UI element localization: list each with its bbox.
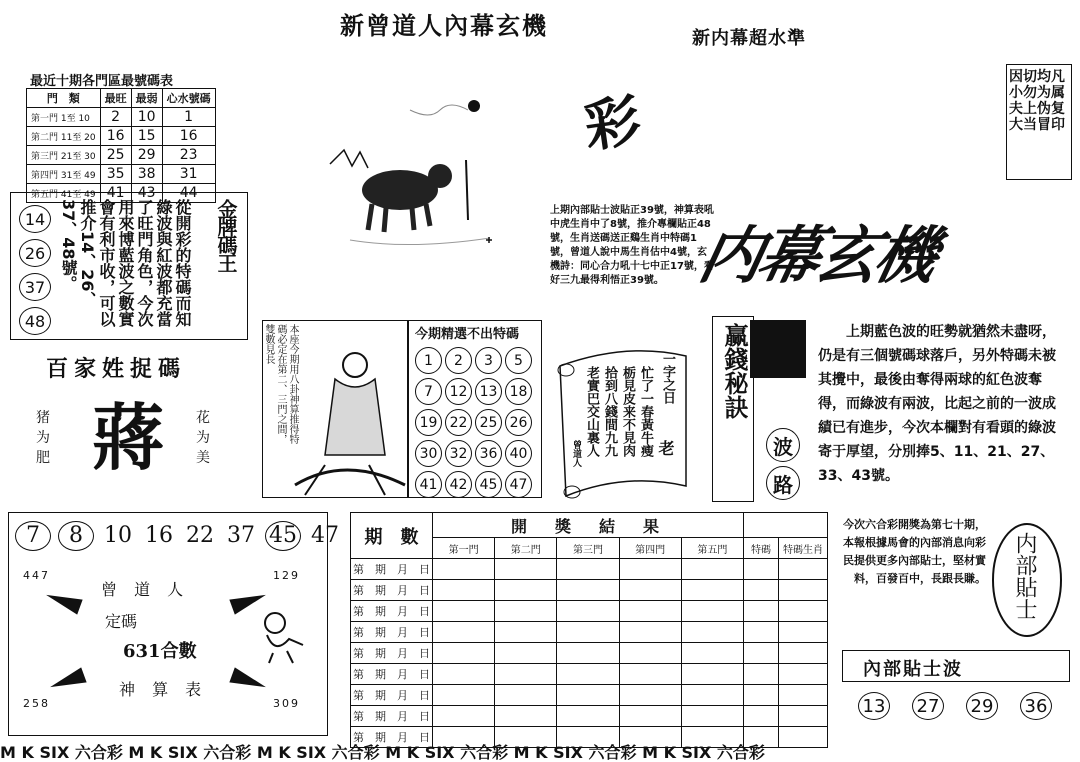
corner-number: 129 xyxy=(273,569,300,582)
insider-vertical-text: 内部貼士 xyxy=(1012,532,1037,620)
board-number: 16 xyxy=(145,523,173,548)
period-cell: 第 期 月 日 xyxy=(351,601,433,622)
period-cell: 第 期 月 日 xyxy=(351,727,433,748)
row-label: 第三門 21至 30 xyxy=(27,146,101,165)
selected-ball: 45 xyxy=(475,471,502,498)
cold-cell: 15 xyxy=(131,127,162,146)
table-row xyxy=(351,643,828,664)
surname-right-note: 花 为 美 xyxy=(196,410,210,466)
period-cell: 第 期 月 日 xyxy=(351,559,433,580)
col-header: 第三門 xyxy=(557,538,619,559)
pick-cell: 23 xyxy=(162,146,215,165)
selected-ball: 12 xyxy=(445,378,472,405)
result-cell xyxy=(557,580,619,601)
wave-ball: 29 xyxy=(966,692,998,720)
ox-illustration xyxy=(290,70,550,300)
selected-ball: 7 xyxy=(415,378,442,405)
selected-ball: 32 xyxy=(445,440,472,467)
secret-label: 赢錢秘訣 xyxy=(720,323,748,419)
result-cell xyxy=(495,664,557,685)
result-cell xyxy=(619,643,681,664)
scroll-col: 拾到八錢間九九 xyxy=(602,366,617,457)
period-cell: 第 期 月 日 xyxy=(351,622,433,643)
result-cell xyxy=(433,706,495,727)
sage-note: 本座今期用八卦神算推得特碼必定在第二、三門之間，雙數見長 xyxy=(263,324,298,444)
selected-ball: 3 xyxy=(475,347,502,374)
recommend-text: 從開彩的特碼而知綠波與紅波都充當了旺門角色，今次用來博藍波之數實會有利市收，可以推介14、26、37、48號。 xyxy=(59,199,192,327)
cold-cell: 29 xyxy=(131,146,162,165)
board-number: 7 xyxy=(15,521,51,551)
period-cell: 第 期 月 日 xyxy=(351,580,433,601)
table-row xyxy=(27,165,216,184)
scroll-col: 老實巴交山裏人 xyxy=(584,366,599,457)
ten-year-table xyxy=(26,88,216,203)
selected-ball: 5 xyxy=(505,347,532,374)
surname-char: 蔣 xyxy=(92,395,165,480)
route-badge: 波 xyxy=(766,428,800,462)
result-cell xyxy=(744,601,779,622)
selected-ball: 30 xyxy=(415,440,442,467)
col-header: 第一門 xyxy=(433,538,495,559)
col-header: 第四門 xyxy=(619,538,681,559)
result-cell xyxy=(744,559,779,580)
wave-title: 內部貼士波 xyxy=(863,659,963,680)
result-cell xyxy=(495,685,557,706)
recommend-ball: 48 xyxy=(19,307,51,335)
result-cell xyxy=(681,559,743,580)
period-header: 期 數 xyxy=(351,513,433,559)
table-row xyxy=(27,108,216,127)
result-cell xyxy=(744,622,779,643)
selected-numbers-box xyxy=(408,320,542,498)
result-cell xyxy=(433,685,495,706)
result-cell xyxy=(495,622,557,643)
route-badge: 路 xyxy=(766,466,800,500)
result-cell xyxy=(779,580,828,601)
result-cell xyxy=(557,664,619,685)
result-cell xyxy=(681,664,743,685)
ten-year-table-caption: 最近十期各門區最號碼表 xyxy=(30,74,174,89)
board-line2: 定碼 xyxy=(105,612,138,631)
surname-title: 百家姓捉碼 xyxy=(46,357,187,382)
result-cell xyxy=(495,559,557,580)
recommend-box xyxy=(10,192,248,340)
result-cell xyxy=(779,601,828,622)
result-cell xyxy=(495,643,557,664)
result-cell xyxy=(557,643,619,664)
board-number: 47 xyxy=(311,523,339,548)
col-header: 特碼 xyxy=(744,538,779,559)
result-cell xyxy=(557,601,619,622)
table-row xyxy=(27,146,216,165)
result-cell xyxy=(681,580,743,601)
brand-banner: 内幕玄機 xyxy=(693,219,941,292)
corner-number: 447 xyxy=(23,569,50,582)
result-cell xyxy=(619,664,681,685)
row-label: 第五門 41至 49 xyxy=(27,184,101,203)
monkey-icon xyxy=(253,605,317,665)
table-row xyxy=(27,127,216,146)
recommend-ball: 26 xyxy=(19,239,51,267)
col-header: 第五門 xyxy=(681,538,743,559)
result-cell xyxy=(557,559,619,580)
hot-cell: 2 xyxy=(100,108,131,127)
selected-ball: 26 xyxy=(505,409,532,436)
table-row xyxy=(351,580,828,601)
row-label: 第四門 31至 49 xyxy=(27,165,101,184)
selected-ball: 25 xyxy=(475,409,502,436)
page-subtitle: 新内幕超水準 xyxy=(692,28,806,49)
period-cell: 第 期 月 日 xyxy=(351,664,433,685)
pick-cell: 1 xyxy=(162,108,215,127)
period-cell: 第 期 月 日 xyxy=(351,643,433,664)
hot-cell: 16 xyxy=(100,127,131,146)
scroll-col: 栃見皮来不見肉 xyxy=(620,366,635,457)
result-cell xyxy=(433,580,495,601)
insider-wave-box xyxy=(842,650,1070,682)
selected-ball: 40 xyxy=(505,440,532,467)
result-cell xyxy=(619,706,681,727)
wave-ball: 27 xyxy=(912,692,944,720)
board-line1: 曾 道 人 xyxy=(101,580,190,599)
scroll-col: 忙了一春黃牛瘦 xyxy=(638,366,653,457)
result-cell xyxy=(744,643,779,664)
hot-cell: 41 xyxy=(100,184,131,203)
result-cell xyxy=(744,580,779,601)
result-cell xyxy=(779,685,828,706)
wave-ball: 36 xyxy=(1020,692,1052,720)
table-row xyxy=(351,685,828,706)
selected-ball: 19 xyxy=(415,409,442,436)
cold-cell: 38 xyxy=(131,165,162,184)
secret-tips-box xyxy=(712,316,754,502)
table-row xyxy=(351,601,828,622)
result-cell xyxy=(779,643,828,664)
selected-ball: 2 xyxy=(445,347,472,374)
sage-figure-icon xyxy=(285,335,409,497)
pick-cell: 44 xyxy=(162,184,215,203)
col-header: 第二門 xyxy=(495,538,557,559)
last-period-news: 上期內部貼士波貼正39號，神算表吼中虎生肖中了8號，推介專欄貼正48號，生肖送碼送正鷄生肖中特碼1號，曾道人說中馬生肖估中4號，玄機詩：同心合力吼十七中正17號，看好三九最得利悟正39號。 xyxy=(550,205,714,286)
pick-cell: 16 xyxy=(162,127,215,146)
results-table xyxy=(350,512,828,742)
row-label: 第二門 11至 20 xyxy=(27,127,101,146)
table-row xyxy=(351,622,828,643)
surname-left-note: 猪 为 肥 xyxy=(36,410,50,466)
arrow-icon xyxy=(43,587,82,614)
result-cell xyxy=(433,601,495,622)
scroll-author: 曾道人 xyxy=(571,440,581,467)
selected-ball: 18 xyxy=(505,378,532,405)
result-cell xyxy=(433,643,495,664)
selected-grid xyxy=(415,347,535,498)
recommend-ball: 14 xyxy=(19,205,51,233)
result-cell xyxy=(779,559,828,580)
board-number: 22 xyxy=(186,523,214,548)
decorative-calligraphy: 彩 xyxy=(580,88,645,161)
poem-scroll xyxy=(556,336,696,502)
riddle-poem: 因切均凡 小勿为属 夫上伪复 大当冒印 xyxy=(1006,64,1072,180)
result-cell xyxy=(619,601,681,622)
result-cell xyxy=(779,706,828,727)
result-cell xyxy=(495,706,557,727)
result-cell xyxy=(495,580,557,601)
col-header: 最弱 xyxy=(131,89,162,108)
board-number: 10 xyxy=(104,523,132,548)
row-label: 第一門 1至 10 xyxy=(27,108,101,127)
col-header: 特碼生肖 xyxy=(779,538,828,559)
selected-ball: 22 xyxy=(445,409,472,436)
arrow-icon xyxy=(229,667,268,694)
result-cell xyxy=(681,706,743,727)
wave-analysis: 上期藍色波的旺勢就猶然未盡呀，仍是有三個號碼球落戶，另外特碼未被其攪中，最後由奪得兩球的紅色波奪得，而綠波有兩波，比起之前的一波成績已有進步，今次本欄對有看頭的綠波寄于厚望，分別捧5、11、21、27、33、43號。 xyxy=(818,324,1056,484)
board-line4: 神 算 表 xyxy=(119,680,208,699)
result-cell xyxy=(619,559,681,580)
board-numbers xyxy=(15,521,342,551)
board-number: 45 xyxy=(265,521,301,551)
result-cell xyxy=(557,706,619,727)
insider-notice: 今次六合彩開獎為第七十期，本報根據馬會的內部消息向彩民提供更多內部貼士，堅材實料，百發百中，長跟長賺。 xyxy=(843,518,986,585)
result-cell xyxy=(557,685,619,706)
result-cell xyxy=(433,559,495,580)
result-cell xyxy=(779,622,828,643)
table-row xyxy=(351,706,828,727)
result-cell xyxy=(433,622,495,643)
pick-cell: 31 xyxy=(162,165,215,184)
board-number: 37 xyxy=(227,523,255,548)
selected-ball: 41 xyxy=(415,471,442,498)
calculation-board xyxy=(8,512,339,736)
result-cell xyxy=(495,601,557,622)
result-cell xyxy=(744,664,779,685)
wave-ball: 13 xyxy=(858,692,890,720)
page-title: 新曾道人內幕玄機 xyxy=(340,11,548,40)
hot-cell: 35 xyxy=(100,165,131,184)
result-cell xyxy=(619,622,681,643)
result-cell xyxy=(681,622,743,643)
selected-ball: 42 xyxy=(445,471,472,498)
result-cell xyxy=(619,685,681,706)
result-cell xyxy=(557,622,619,643)
author-photo xyxy=(750,320,806,378)
result-cell xyxy=(681,685,743,706)
period-cell: 第 期 月 日 xyxy=(351,685,433,706)
selected-title: 今期精選不出特碼 xyxy=(415,327,520,342)
col-header: 門 類 xyxy=(27,89,101,108)
col-header: 最旺 xyxy=(100,89,131,108)
result-cell xyxy=(681,643,743,664)
cold-cell: 43 xyxy=(131,184,162,203)
hot-cell: 25 xyxy=(100,146,131,165)
result-cell xyxy=(744,706,779,727)
recommend-badge: 金牌碼王 xyxy=(214,199,238,271)
recommend-ball: 37 xyxy=(19,273,51,301)
footer-strip: M K SIX 六合彩 M K SIX 六合彩 M K SIX 六合彩 M K SIX 六合彩 M K SIX 六合彩 M K SIX 六合彩 xyxy=(0,743,765,762)
board-line3: 631合數 xyxy=(123,641,197,662)
selected-ball: 47 xyxy=(505,471,532,498)
corner-number: 258 xyxy=(23,697,50,710)
result-cell xyxy=(681,601,743,622)
scroll-col: 一字之日 xyxy=(660,352,675,404)
board-number: 8 xyxy=(58,521,94,551)
period-cell: 第 期 月 日 xyxy=(351,706,433,727)
result-cell xyxy=(433,664,495,685)
col-header: 心水號碼 xyxy=(162,89,215,108)
arrow-icon xyxy=(47,667,86,694)
result-cell xyxy=(779,664,828,685)
insider-calligraphy xyxy=(990,520,1064,640)
selected-ball: 13 xyxy=(475,378,502,405)
cold-cell: 10 xyxy=(131,108,162,127)
table-row xyxy=(351,664,828,685)
selected-ball: 1 xyxy=(415,347,442,374)
result-cell xyxy=(619,580,681,601)
selected-ball: 36 xyxy=(475,440,502,467)
table-row xyxy=(351,559,828,580)
result-cell xyxy=(744,685,779,706)
scroll-sign: 老 xyxy=(656,440,675,456)
corner-number: 309 xyxy=(273,697,300,710)
results-title: 開 獎 結 果 xyxy=(433,513,744,538)
